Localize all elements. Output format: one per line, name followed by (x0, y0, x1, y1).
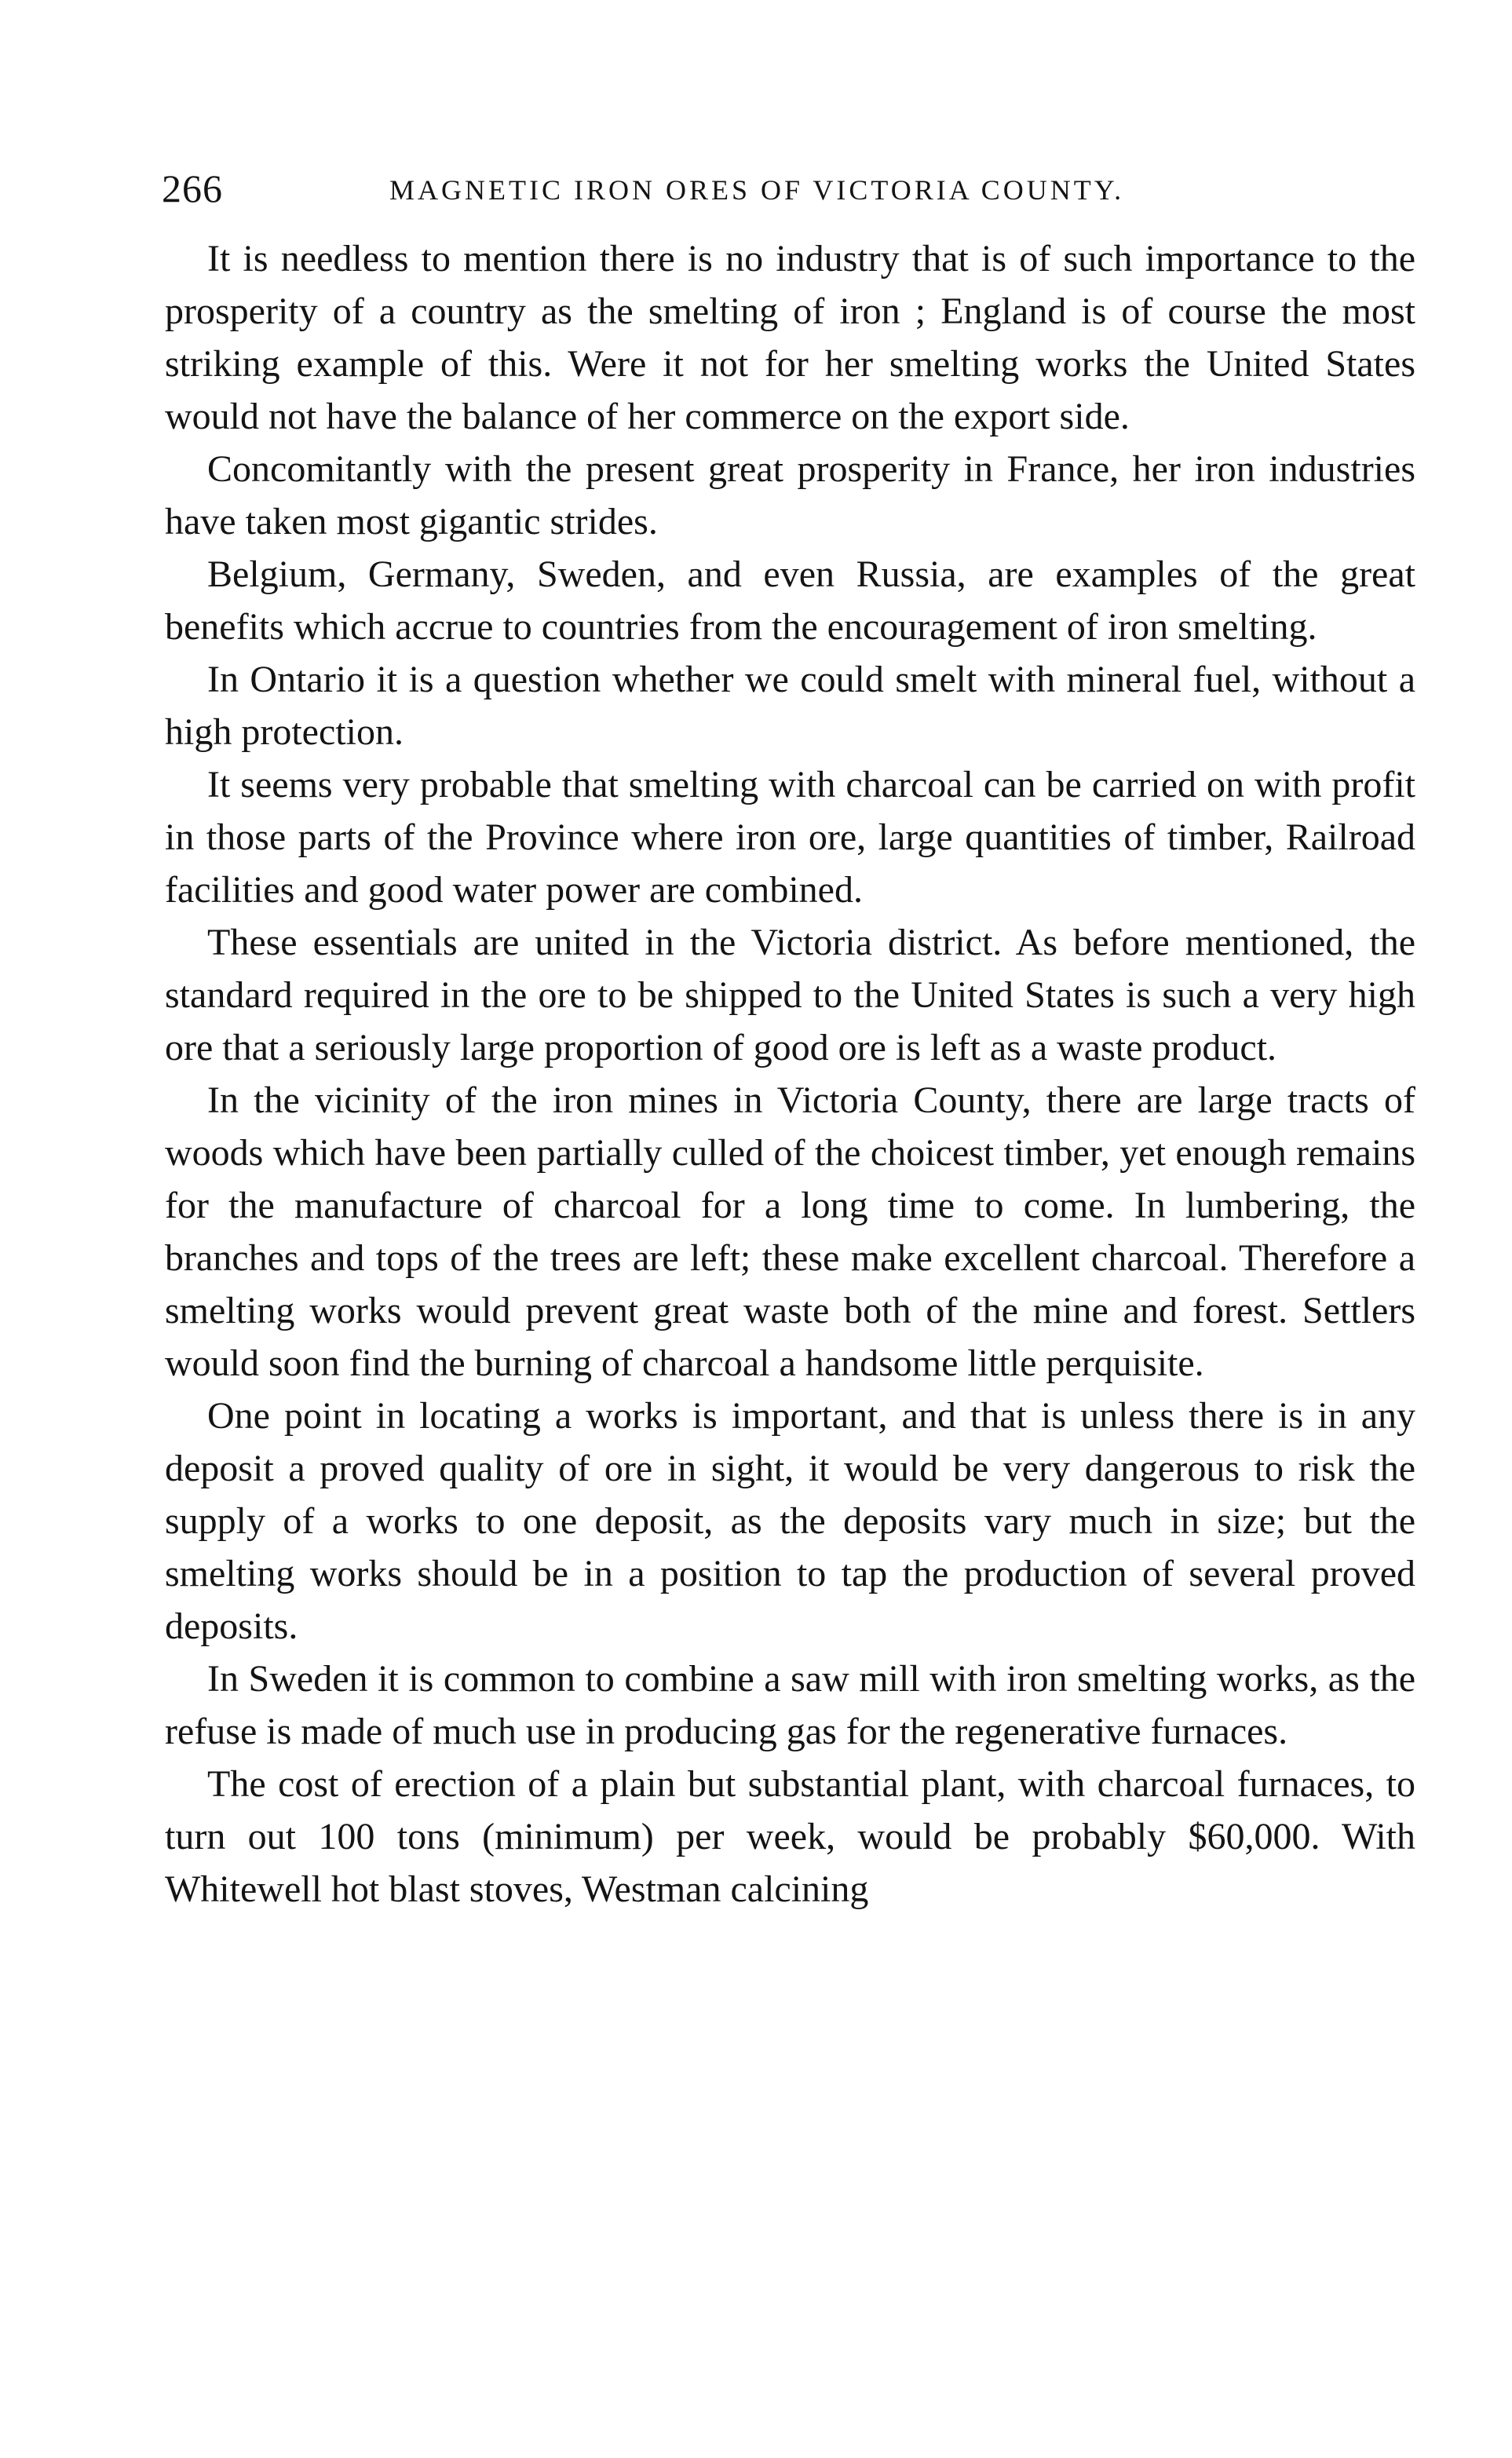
paragraph-locating-works: One point in locating a works is important, and that is unless there is in any deposit a proved quality of ore in sight, it would be very dangerous to risk the supply of a works to one deposit, as the deposits vary much in size; but the smelting works should be in a position to tap the production of several proved deposits. (165, 1395, 1415, 1647)
paragraph-france: Concomitantly with the present great prosperity in France, her iron industries have taken most gigantic strides. (165, 448, 1415, 542)
running-head: MAGNETIC IRON ORES OF VICTORIA COUNTY. (389, 174, 1125, 206)
paragraph-ontario-fuel: In Ontario it is a question whether we could smelt with mineral fuel, without a high protection. (165, 659, 1415, 753)
paragraph-victoria-district: These essentials are united in the Victoria district. As before mentioned, the standard required in the ore to be shipped to the United States is such a very high ore that a seriously large proportion of good ore is left as a waste product. (165, 922, 1415, 1068)
paragraph-smelting-importance: It is needless to mention there is no industry that is of such importance to the prosperity of a country as the smelting of iron ; England is of course the most striking example of this. Were it not for her smelting works the United States would not have the balance of her commerce on the export side. (165, 238, 1415, 437)
page-header (162, 165, 1418, 212)
paragraph-european-examples: Belgium, Germany, Sweden, and even Russia, are examples of the great benefits which accrue to countries from the encouragement of iron smelting. (165, 553, 1415, 648)
paragraph-sweden-saw-mill: In Sweden it is common to combine a saw mill with iron smelting works, as the refuse is made of much use in producing gas for the regenerative furnaces. (165, 1658, 1415, 1752)
body-text (165, 232, 1415, 1916)
paragraph-charcoal-smelting: It seems very probable that smelting with charcoal can be carried on with profit in those parts of the Province where iron ore, large quantities of timber, Railroad facilities and good water power are combined. (165, 764, 1415, 911)
page-number: 266 (162, 166, 223, 210)
paragraph-woods-timber: In the vicinity of the iron mines in Victoria County, there are large tracts of woods which have been partially culled of the choicest timber, yet enough remains for the manufacture of charcoal for a long time to come. In lumbering, the branches and tops of the trees are left; these make excellent charcoal. Therefore a smelting works would prevent great waste both of the mine and forest. Settlers would soon find the burning of charcoal a handsome little perquisite. (165, 1079, 1415, 1384)
paragraph-cost-of-erection: The cost of erection of a plain but substantial plant, with charcoal furnaces, to turn out 100 tons (minimum) per week, would be probably $60,000. With Whitewell hot blast stoves, Westman calcining (165, 1763, 1415, 1910)
